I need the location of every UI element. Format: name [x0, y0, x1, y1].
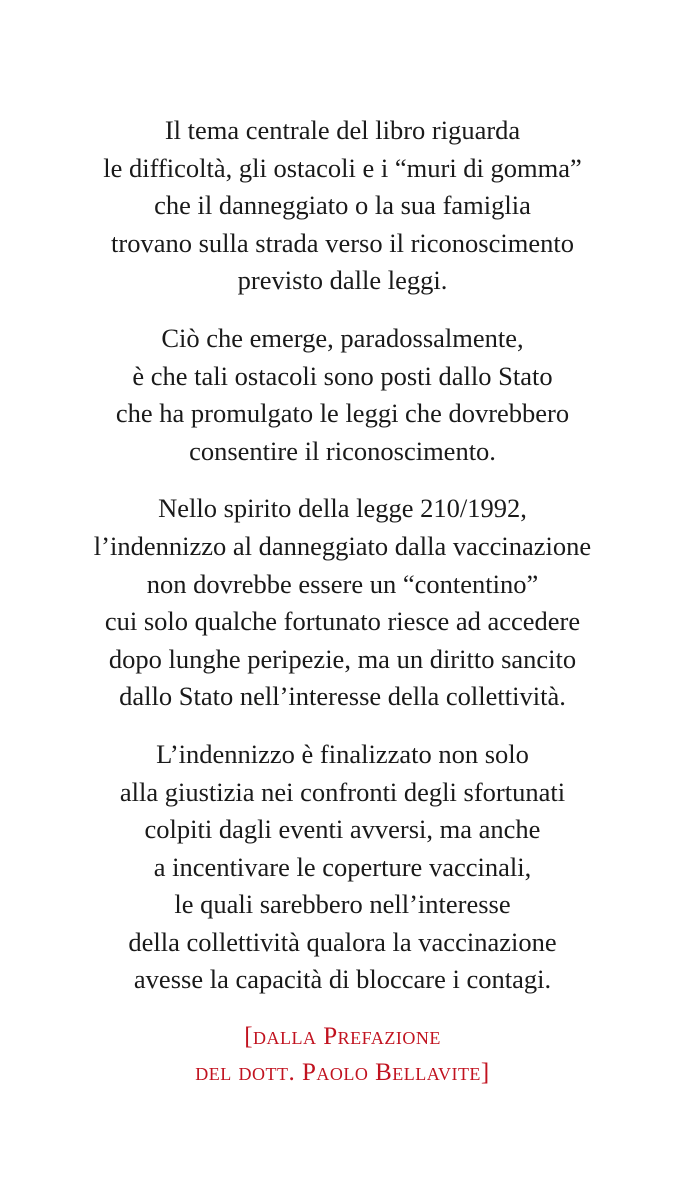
text-line: le quali sarebbero nell’interesse: [174, 889, 511, 920]
text-line: è che tali ostacoli sono posti dallo Stato: [132, 360, 553, 391]
text-line: che ha promulgato le leggi che dovrebbero: [115, 398, 570, 429]
text-line: a incentivare le coperture vaccinali,: [153, 851, 532, 882]
text-line: non dovrebbe essere un “contentino”: [146, 568, 539, 599]
paragraph-2: [0, 320, 685, 470]
attribution-line-1: [dalla Prefazione: [244, 1023, 441, 1051]
text-line: previsto dalle leggi.: [237, 265, 448, 296]
text-line: della collettività qualora la vaccinazione: [128, 926, 557, 957]
text-line: L’indennizzo è finalizzato non solo: [156, 738, 529, 769]
text-line: dallo Stato nell’interesse della collettività.: [119, 681, 566, 712]
preface-attribution: [0, 1019, 685, 1091]
text-line: Nello spirito della legge 210/1992,: [158, 493, 527, 524]
text-line: cui solo qualche fortunato riesce ad accedere: [104, 606, 581, 637]
text-line: avesse la capacità di bloccare i contagi.: [133, 964, 552, 995]
text-line: dopo lunghe peripezie, ma un diritto sancito: [108, 643, 577, 674]
text-line: le difficoltà, gli ostacoli e i “muri di gomma”: [103, 152, 582, 183]
text-line: alla giustizia nei confronti degli sfortunati: [119, 776, 566, 807]
attribution-line-2: del dott. Paolo Bellavite]: [195, 1059, 490, 1087]
text-line: l’indennizzo al danneggiato dalla vaccinazione: [93, 530, 592, 561]
paragraph-1: [0, 112, 685, 300]
paragraph-3: [0, 490, 685, 716]
text-line: trovano sulla strada verso il riconoscimento: [111, 227, 574, 258]
text-line: Il tema centrale del libro riguarda: [164, 115, 521, 145]
text-line: consentire il riconoscimento.: [189, 435, 496, 466]
text-line: che il danneggiato o la sua famiglia: [154, 190, 531, 221]
text-line: Ciò che emerge, paradossalmente,: [161, 322, 524, 353]
text-line: colpiti dagli eventi avversi, ma anche: [144, 814, 541, 845]
paragraph-4: [0, 736, 685, 999]
back-cover-text: [0, 112, 685, 1091]
